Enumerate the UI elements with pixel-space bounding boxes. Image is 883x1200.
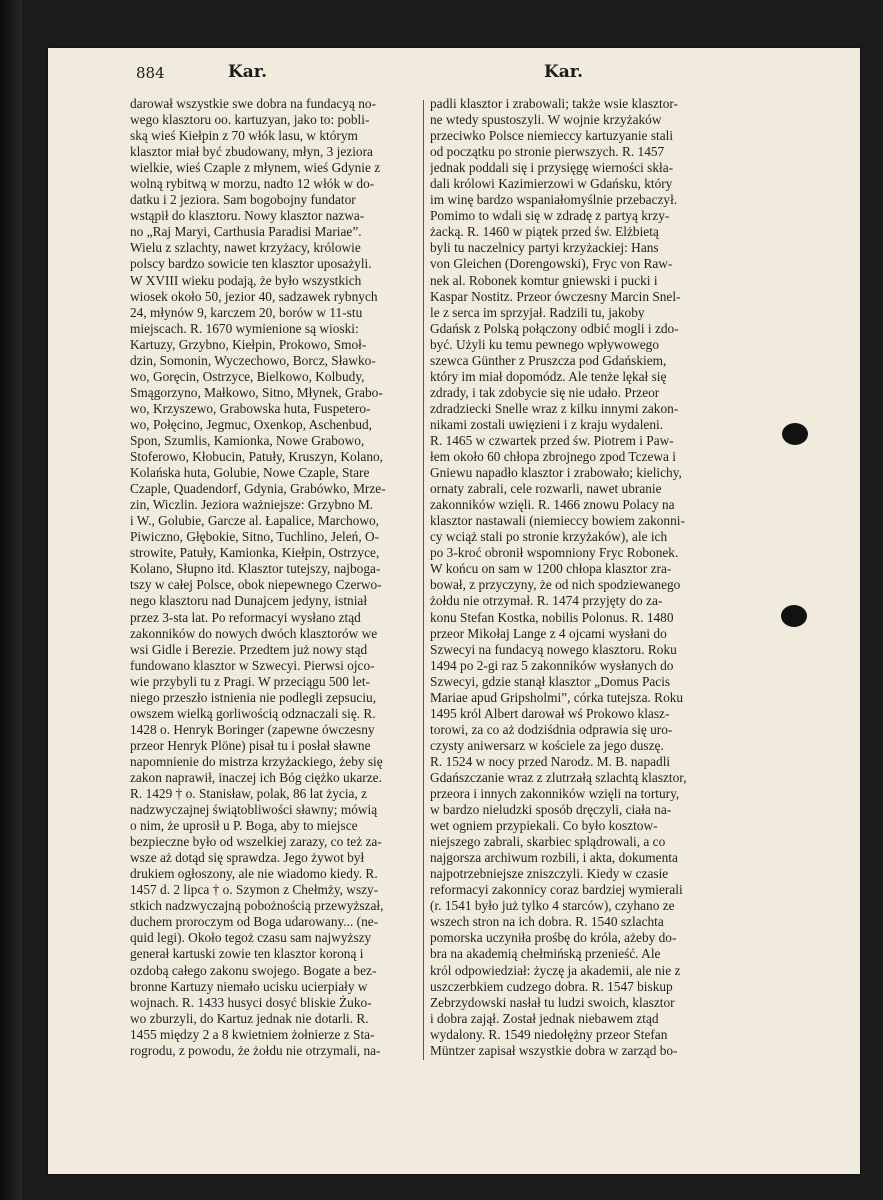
text-line: bronne Kartuzy niemało ucisku ucierpiały w [130,978,368,994]
text-line: miejscach. R. 1670 wymienione są wioski: [130,320,359,336]
text-line: generał kartuski zowie ten klasztor koroną i [130,946,364,962]
text-line: cy wciąż stali po stronie krzyżaków), ale ich [430,529,668,545]
right-text-column [430,96,712,1059]
text-line: wsi Gidle i Berezie. Przedtem już nowy stąd [130,641,368,657]
text-line: nek al. Robonek komtur gniewski i pucki i [430,272,658,288]
text-line: zakonników wzięli. R. 1466 znowu Polacy na [430,497,675,513]
text-line: nikami zostali uwięzieni i z kraju wydaleni. [430,416,664,432]
text-line: wie przybyli tu z Pragi. W przeciągu 500 let- [130,673,370,689]
text-line: strowite, Patuły, Kamionka, Kiełpin, Ostrzyce, [130,545,380,561]
punch-hole [781,605,807,627]
text-line: R. 1524 w nocy przed Narodz. M. B. napadli [430,753,671,769]
text-line: Wielu z szlachty, nawet krzyżacy, królowie [130,240,361,256]
text-line: Kolano, Słupno itd. Klasztor tutejszy, najboga- [130,561,381,577]
text-line: wiosek około 50, jezior 40, sadzawek rybnych [130,288,378,304]
text-line: datku i 2 jeziora. Sam bogobojny fundator [130,192,356,208]
text-line: przeor Mikołaj Lange z 4 ojcami wysłani do [430,625,667,641]
text-line: najpotrzebniejsze zniszczyli. Kiedy w czasie [430,866,669,882]
text-line: żołdu nie otrzymał. R. 1474 przyjęty do za- [430,593,663,609]
text-line: le z serca im sprzyjał. Radzili tu, jakoby [430,304,645,320]
text-line: wielkie, wieś Czaple z młynem, wieś Gdynie z [130,160,381,176]
left-text-column [130,96,412,1059]
text-line: ornaty zabrali, cele rozwarli, nawet ubranie [430,481,662,497]
text-line: wstąpił do klasztoru. Nowy klasztor nazwa- [130,208,365,224]
text-line: rogrodu, z powodu, że żołdu nie otrzymali, na- [130,1042,381,1058]
text-line: 1495 król Albert darował wś Prokowo klasz- [430,705,670,721]
text-line: padli klasztor i zrabowali; także wsie klasztor- [430,96,678,111]
text-line: nadzwyczajnej świątobliwości sławny; mówią [130,802,378,818]
text-line: stkich nadzwyczajną pobożnością przewyższał, [130,898,384,914]
text-line: quid legi). Około tegoż czasu sam najwyższy [130,930,372,946]
text-line: dzin, Somonin, Wyczechowo, Borcz, Sławko- [130,352,376,368]
scan-background-edge [0,0,22,1200]
text-line: pomorska uczyniła prośbę do króla, ażeby do- [430,930,677,946]
text-line: 1457 d. 2 lipca † o. Szymon z Chełmży, wszy- [130,882,379,898]
text-line: 1494 po 2-gi raz 5 zakonników wysłanych do [430,657,674,673]
text-line: torowi, za co aż dodziśdnia odprawia się uro- [430,721,673,737]
text-line: Spon, Szumlis, Kamionka, Nowe Grabowo, [130,432,365,448]
text-line: i dobra zajął. Został jednak niebawem ztąd [430,1010,659,1026]
text-line: drukiem ogłoszony, ale nie wiadomo kiedy. R. [130,866,378,882]
text-line: jednak poddali się i przysięgę wierności skła- [430,160,674,176]
text-line: Zebrzydowski nasłał tu ludzi swoich, klasztor [430,994,675,1010]
text-line: który im miał dopomódz. Ale tenże lękał się [430,368,667,384]
text-line: tszy w całej Polsce, obok niepewnego Czerwo- [130,577,382,593]
text-line: ozdobą całego zakonu swojego. Bogate a bez- [130,962,377,978]
text-line: no „Raj Maryi, Carthusia Paradisi Mariae”. [130,224,362,240]
text-line: von Gleichen (Dorengowski), Fryc von Raw- [430,256,673,272]
text-line: o nim, że uprosił u P. Boga, aby to miejsce [130,818,358,834]
punch-hole [782,423,808,445]
text-line: wojnach. R. 1433 husyci dosyć bliskie Żuko- [130,994,372,1010]
text-line: darował wszystkie swe dobra na fundacyą no- [130,96,377,111]
text-line: uszczerbkiem cudzego dobra. R. 1547 biskup [430,978,673,994]
text-line: R. 1429 † o. Stanisław, polak, 86 lat życia, z [130,786,368,802]
text-line: być. Użyli ku temu pewnego wpływowego [430,336,660,352]
text-line: zdradziecki Snelle wraz z kilku innymi zakon- [430,400,679,416]
text-line: w bardzo nieludzki sposób dręczyli, ciała na- [430,802,672,818]
text-line: zdrady, i tak zdobycie się nie udało. Przeor [430,384,660,400]
text-line: najgorsza archiwum rozbili, i akta, dokumenta [430,850,678,866]
text-line: R. 1465 w czwartek przed św. Piotrem i Paw- [430,432,674,448]
text-line: bował, z przyczyny, że od nich spodziewanego [430,577,681,593]
text-line: Kartuzy, Grzybno, Kiełpin, Prokowo, Smoł- [130,336,367,352]
text-line: byli tu naczelnicy partyi krzyżackiej: Hans [430,240,659,256]
text-line: bezpieczne było od wszelkiej zarazy, co też za- [130,834,382,850]
text-line: i W., Golubie, Garcze al. Łapalice, Marchowo, [130,513,379,529]
text-line: zakon naprawił, inaczej ich Bóg ciężko ukarze. [130,769,382,785]
text-line: Gdańszczanie wraz z zlutrzałą szlachtą klasztor, [430,769,687,785]
column-divider [423,100,424,1060]
left-column-heading: Kar. [228,62,268,82]
text-line: Szwecyi, gdzie stanął klasztor „Domus Pacis [430,673,671,689]
text-line: Szwecyi na fundacyą nowego klasztoru. Roku [430,641,677,657]
text-line: wsze aż dotąd się sprawdza. Jego żywot był [130,850,365,866]
text-line: ską wieś Kiełpin z 70 włók lasu, w którym [130,128,358,144]
text-line: klasztor nastawali (niemieccy bowiem zakonni- [430,513,685,529]
text-line: król odpowiedział: życzę ja akademii, ale nie z [430,962,681,978]
text-line: wego klasztoru oo. kartuzyan, jako to: pobli- [130,112,370,128]
text-line: przeora i innych zakonników wzięli na tortury, [430,786,680,802]
text-line: wo, Połęcino, Jegmuc, Oxenkop, Aschenbud, [130,416,373,432]
text-line: przeor Henryk Plöne) pisał tu i posłał sławne [130,737,371,753]
text-line: Kolańska huta, Golubie, Nowe Czaple, Stare [130,465,370,481]
text-line: Müntzer zapisał wszystkie dobra w zarząd bo- [430,1042,678,1058]
text-line: przez 3-sta lat. Po reformacyi wysłano ztąd [130,609,361,625]
text-line: fundowano klasztor w Szwecyi. Pierwsi ojco- [130,657,375,673]
text-line: wydalony. R. 1549 niedołężny przeor Stefan [430,1026,668,1042]
text-line: Pomimo to wdali się w zdradę z partyą krzy- [430,208,670,224]
text-line: W XVIII wieku podają, że było wszystkich [130,272,362,288]
text-line: niego przeszło istnienia nie podlegli zepsuciu, [130,689,377,705]
text-line: wo zburzyli, do Kartuz jednak nie dotarli. R. [130,1010,369,1026]
text-line: Smągorzyno, Małkowo, Sitno, Młynek, Grabo- [130,384,383,400]
text-line: Kaspar Nostitz. Przeor ówczesny Marcin Snel- [430,288,681,304]
text-line: W końcu on sam w 1200 chłopa klasztor zra- [430,561,672,577]
text-line: łem około 60 chłopa zbrojnego zpod Tczewa i [430,449,676,465]
text-line: przeciwko Polsce niemieccy kartuzyanie stali [430,128,674,144]
text-line: Gniewu napadło klasztor i zrabowało; kielichy, [430,465,682,481]
right-column-heading: Kar. [544,62,584,82]
text-line: niejszego zabrali, skarbiec splądrowali, a co [430,834,666,850]
text-line: zakonników do nowych dwóch klasztorów we [130,625,378,641]
text-line: polscy bardzo sowicie ten klasztor uposażyli. [130,256,372,272]
text-line: ne wtedy spustoszyli. W wojnie krzyżaków [430,112,662,128]
text-line: 24, młynów 9, karczem 20, borów w 11-stu [130,304,363,320]
text-line: 1428 o. Henryk Boringer (zapewne ówczesny [130,721,375,737]
text-line: wo, Goręcin, Ostrzyce, Bielkowo, Kolbudy, [130,368,365,384]
text-line: napomnienie do mistrza krzyżackiego, żeby się [130,753,383,769]
text-line: wszech stron na ich dobra. R. 1540 szlachta [430,914,664,930]
text-line: (r. 1541 było już tylko 4 starców), czyhano ze [430,898,675,914]
text-line: nego klasztoru nad Dunajcem jedyny, istniał [130,593,368,609]
text-line: zin, Wiczlin. Jeziora ważniejsze: Grzybno M. [130,497,374,513]
text-line: Czaple, Quadendorf, Gdynia, Grabówko, Mrze- [130,481,386,497]
running-header [136,60,736,88]
text-line: bra na akademią chełmińską przenieść. Ale [430,946,661,962]
text-line: Piwiczno, Głębokie, Sitno, Tuchlino, Jeleń, O- [130,529,380,545]
text-line: wo, Krzyszewo, Grabowska huta, Fuspetero- [130,400,371,416]
text-line: klasztor miał być zbudowany, młyn, 3 jeziora [130,144,373,160]
text-line: szewca Günther z Pruszcza pod Gdańskiem, [430,352,667,368]
text-line: żacką. R. 1460 w piątek przed św. Elżbietą [430,224,659,240]
text-line: duchem proroczym od Boga udarowany... (ne- [130,914,379,930]
text-line: wet ogniem przypiekali. Co było kosztow- [430,818,658,834]
text-line: Stoferowo, Kłobucin, Patuły, Kruszyn, Kolano, [130,449,384,465]
text-line: Mariae apud Gripsholmi”, córka tutejsza. Roku [430,689,684,705]
text-line: od początku po stronie pierwszych. R. 1457 [430,144,665,160]
text-line: owszem wielką gorliwością odznaczali się. R. [130,705,376,721]
text-line: po 3-kroć obronił wspomniony Fryc Robonek. [430,545,679,561]
text-line: czysty aniwersarz w kościele za jego duszę. [430,737,664,753]
text-line: dali królowi Kazimierzowi w Gdańsku, który [430,176,673,192]
text-line: reformacyi zakonnicy coraz bardziej wymierali [430,882,683,898]
text-line: konu Stefan Kostka, nobilis Polonus. R. 1480 [430,609,674,625]
text-line: 1455 między 2 a 8 kwietniem żołnierze z Sta- [130,1026,375,1042]
text-line: Gdańsk z Polską połączony odbić mogli i zdo- [430,320,679,336]
page-number: 884 [136,64,165,82]
text-line: im winę bardzo wspaniałomyślnie przebaczył. [430,192,678,208]
text-line: wolną rybitwą w morzu, nadto 12 włók w do- [130,176,375,192]
